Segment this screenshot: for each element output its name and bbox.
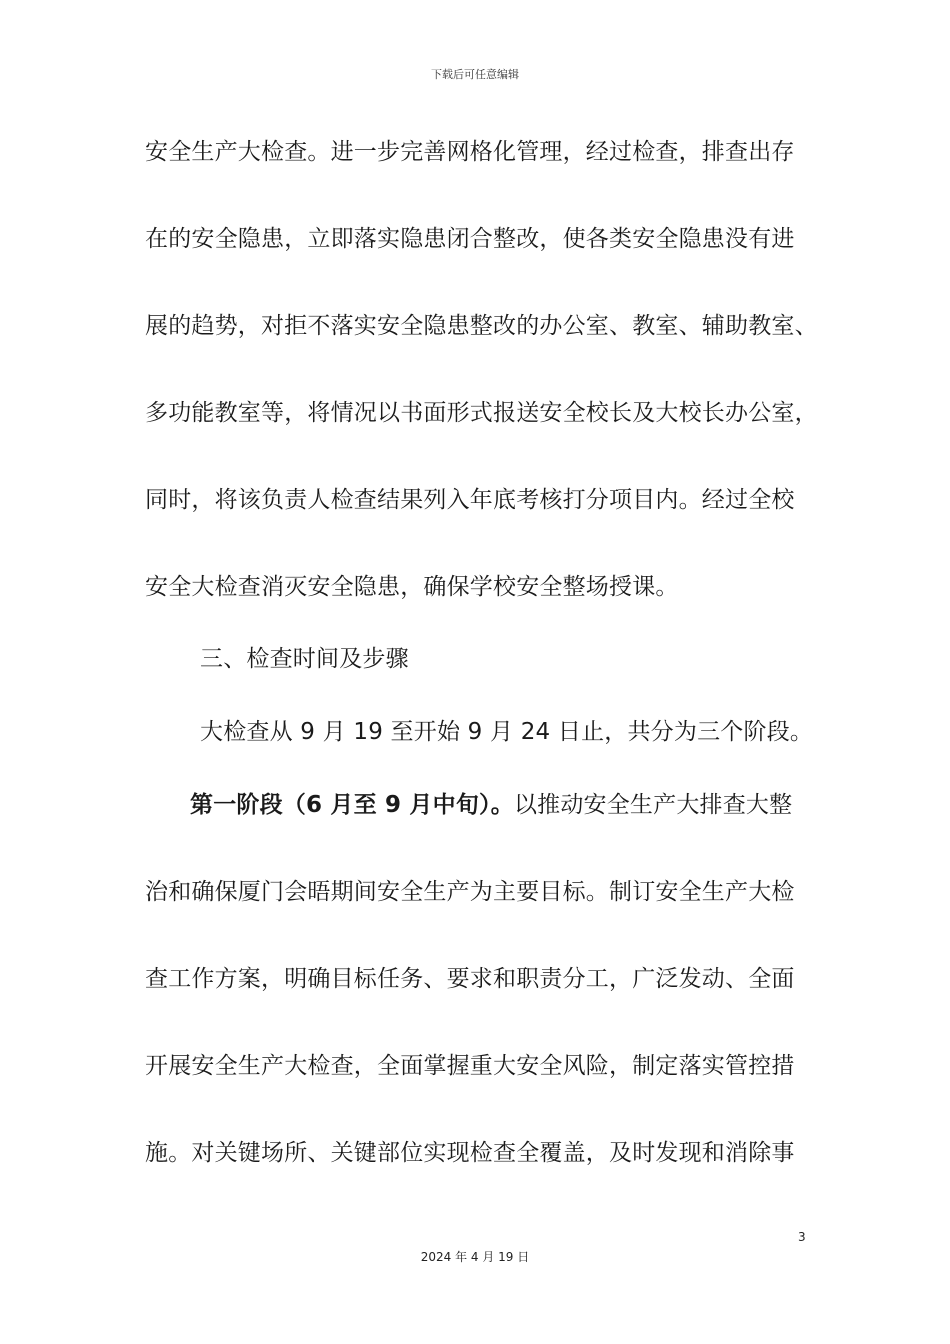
- paragraph-line: 施。对关键场所、关键部位实现检查全覆盖，及时发现和消除事: [145, 1140, 795, 1166]
- paragraph-line: 展的趋势，对拒不落实安全隐患整改的办公室、教室、辅助教室、: [145, 313, 818, 339]
- phase1-title: 第一阶段（6 月至 9 月中旬）。: [190, 792, 514, 818]
- paragraph-line: 安全生产大检查。进一步完善网格化管理，经过检查，排查出存: [145, 139, 795, 165]
- paragraph-line: 多功能教室等，将情况以书面形式报送安全校长及大校长办公室，: [145, 400, 818, 426]
- phase1-first-line: [190, 791, 792, 819]
- phase1-first-line-rest: 以推动安全生产大排查大整: [513, 792, 793, 818]
- page-header: 下载后可任意编辑: [431, 68, 519, 81]
- paragraph-line: 在的安全隐患，立即落实隐患闭合整改，使各类安全隐患没有进: [145, 226, 795, 252]
- schedule-line: 大检查从 9 月 19 至开始 9 月 24 日止，共分为三个阶段。: [200, 719, 814, 745]
- page-number: 3: [798, 1230, 806, 1244]
- footer-date: 2024 年 4 月 19 日: [420, 1250, 530, 1264]
- paragraph-line: 治和确保厦门会晤期间安全生产为主要目标。制订安全生产大检: [145, 879, 795, 905]
- section-heading: 三、检查时间及步骤: [200, 646, 409, 672]
- paragraph-line: 安全大检查消灭安全隐患，确保学校安全整场授课。: [145, 574, 679, 600]
- paragraph-line: 查工作方案，明确目标任务、要求和职责分工，广泛发动、全面: [145, 966, 795, 992]
- paragraph-line: 开展安全生产大检查，全面掌握重大安全风险，制定落实管控措: [145, 1053, 795, 1079]
- paragraph-line: 同时，将该负责人检查结果列入年底考核打分项目内。经过全校: [145, 487, 795, 513]
